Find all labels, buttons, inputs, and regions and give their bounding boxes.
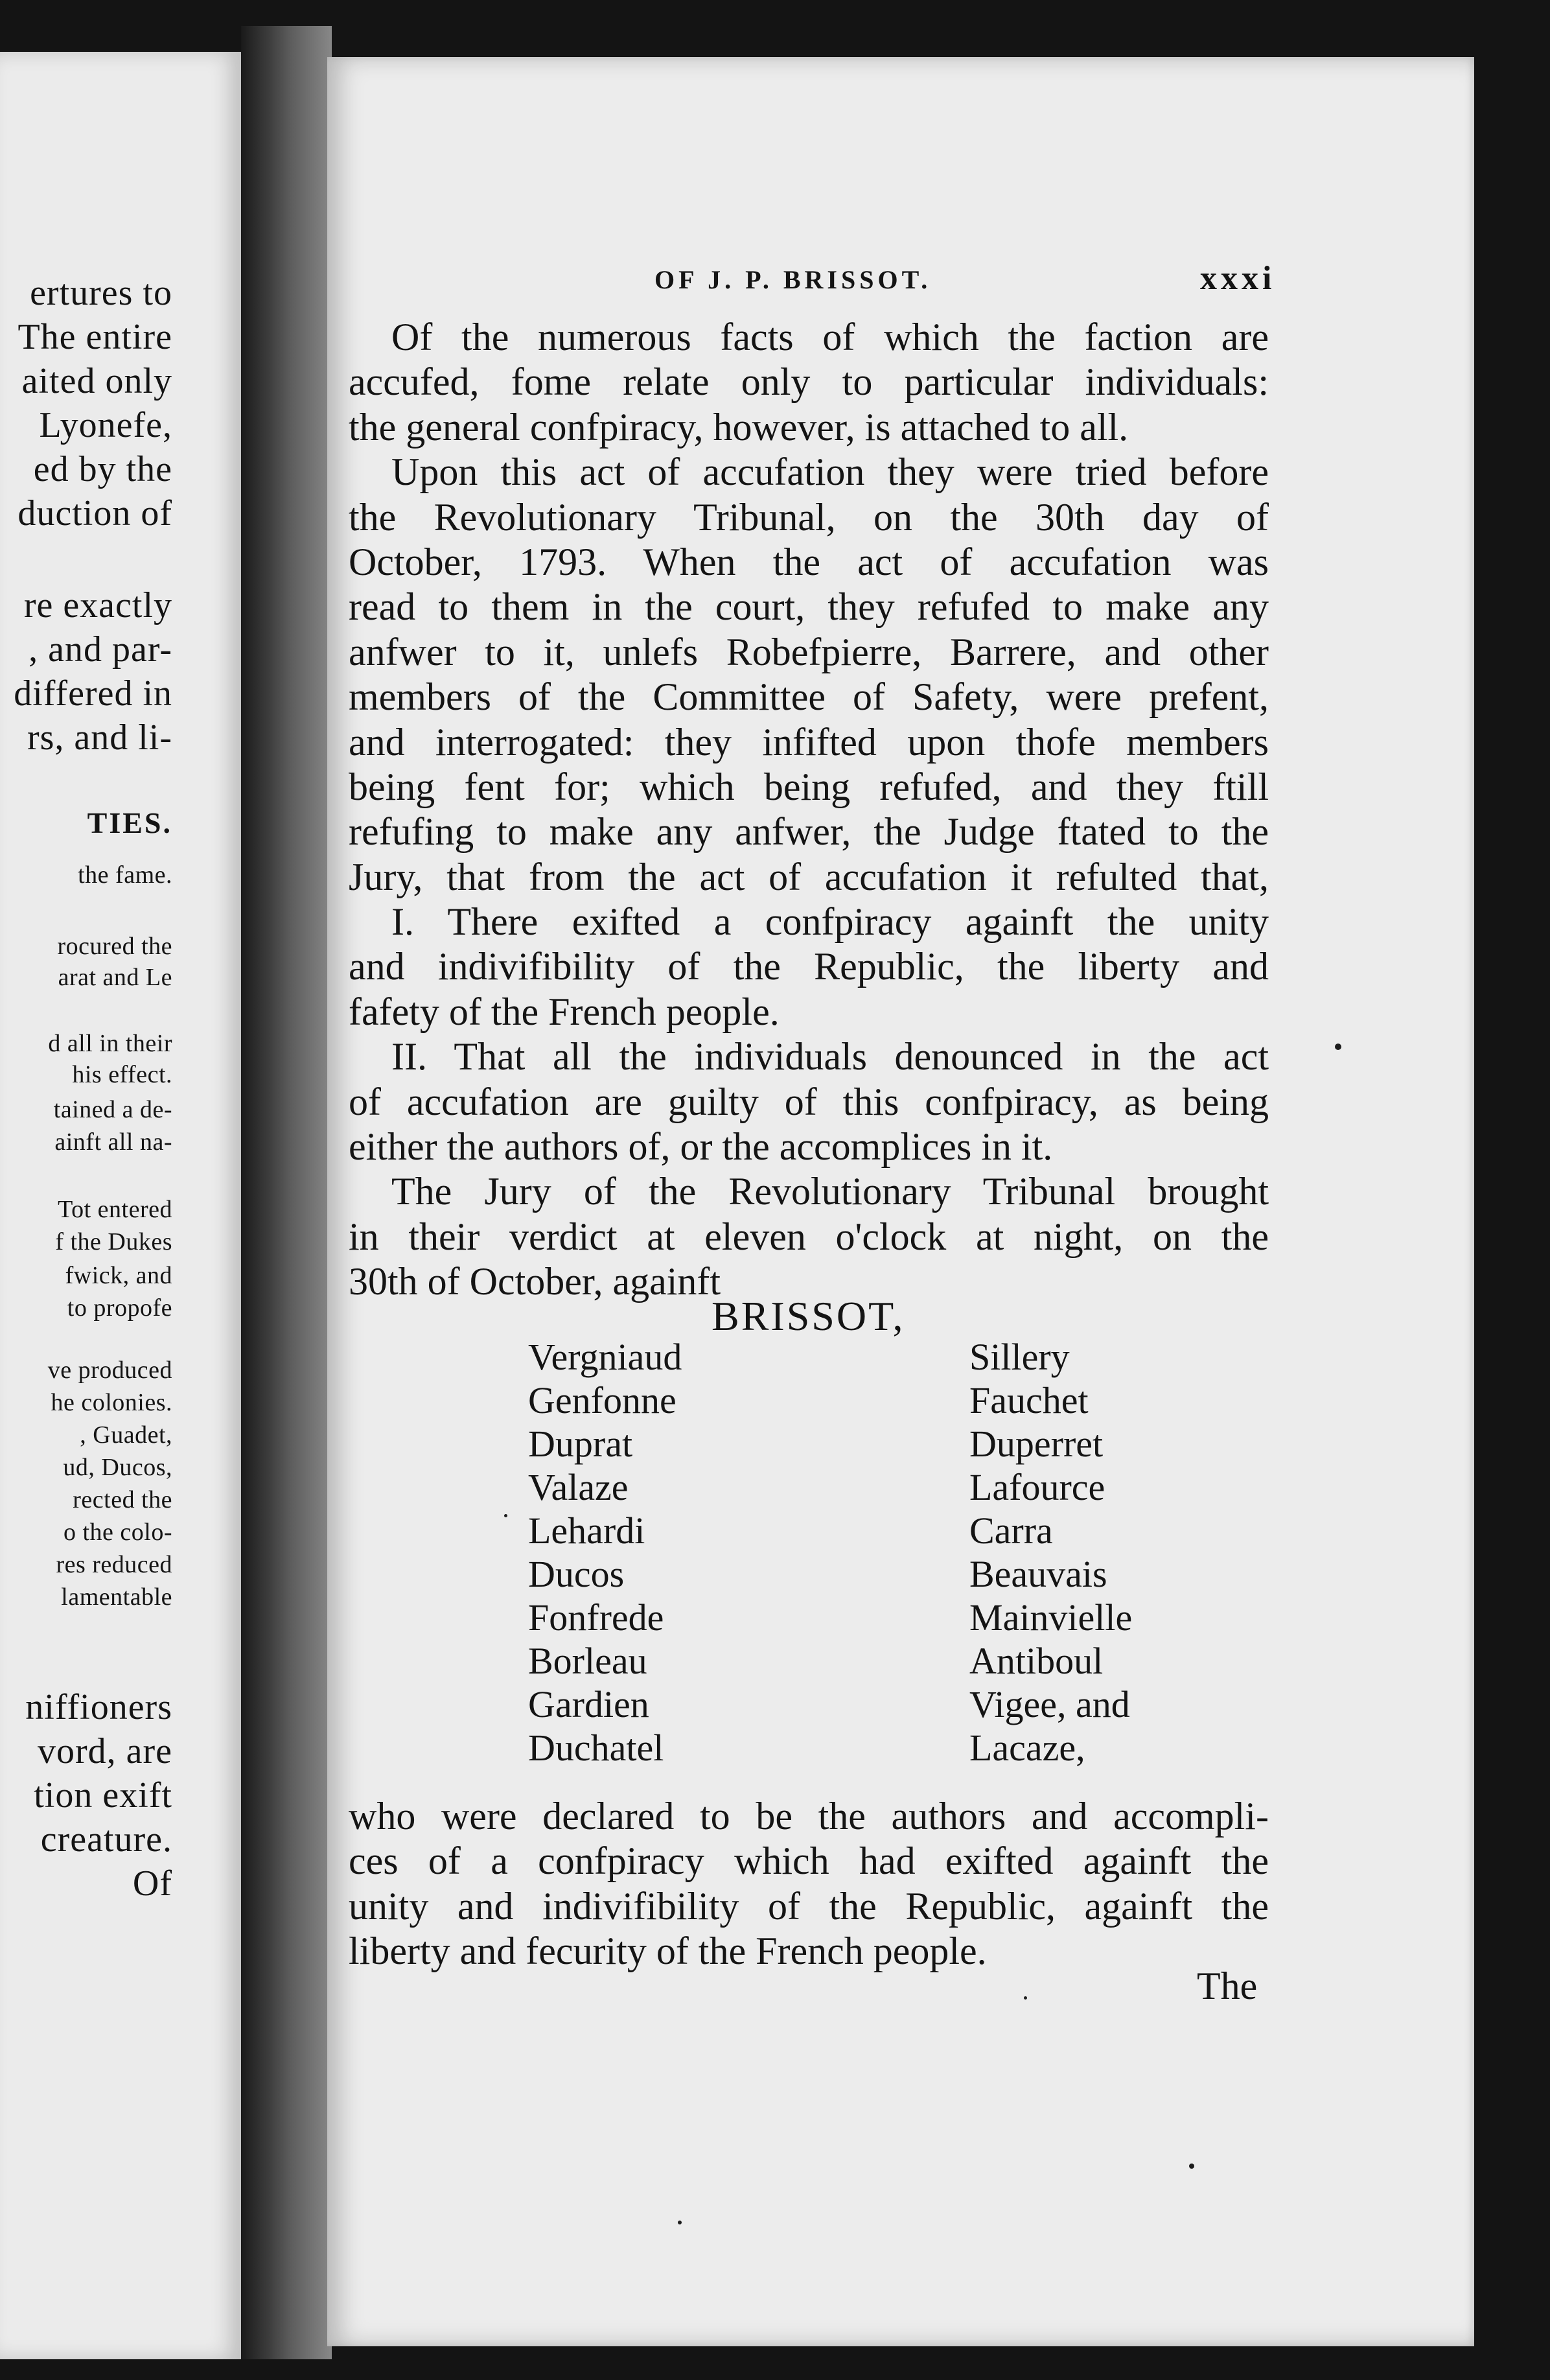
left-page-line: to propofe [67, 1294, 172, 1322]
text-line: Jury, that from the act of accufation it refulted that, [349, 855, 1269, 898]
text-line: fafety of the French people. [349, 990, 780, 1033]
left-page-line: tion exift [34, 1775, 172, 1815]
text-line: of accufation are guilty of this confpiracy, as being [349, 1080, 1269, 1123]
defendant-name: Lacaze, [969, 1727, 1085, 1769]
defendant-name: Duperret [969, 1423, 1104, 1465]
defendant-name: Genfonne [528, 1379, 677, 1421]
left-page-line: Of [132, 1863, 172, 1904]
left-page-line: ed by the [33, 449, 172, 489]
ink-speck [504, 1514, 507, 1517]
text-line: Of the numerous facts of which the faction are [391, 316, 1269, 358]
left-page-line: Tot entered [58, 1196, 172, 1223]
left-page-line: TIES. [87, 806, 172, 839]
left-page-line: aited only [21, 361, 172, 401]
left-facing-page [0, 52, 241, 2359]
defendant-name: Valaze [528, 1466, 629, 1508]
left-page-line: , Guadet, [80, 1421, 172, 1449]
defendant-name: Fonfrede [528, 1596, 664, 1639]
left-page-line: ud, Ducos, [63, 1454, 172, 1481]
text-line: read to them in the court, they refufed to make any [349, 585, 1269, 629]
left-page-line: tained a de- [53, 1096, 172, 1123]
ink-speck [1024, 1996, 1027, 2000]
defendant-name: Beauvais [969, 1553, 1107, 1595]
left-page-line: ainft all na- [54, 1128, 172, 1156]
text-line: members of the Committee of Safety, were prefent, [349, 675, 1269, 719]
left-page-line: fwick, and [65, 1262, 172, 1289]
defendant-name: Sillery [969, 1336, 1070, 1378]
left-page-line: lamentable [61, 1583, 172, 1611]
defendant-name: Fauchet [969, 1379, 1089, 1421]
left-page-line: f the Dukes [55, 1228, 172, 1255]
text-line: refufing to make any anfwer, the Judge ftated to the [349, 810, 1269, 854]
text-line: 30th of October, againft [349, 1260, 721, 1303]
text-line: The Jury of the Revolutionary Tribunal brought [391, 1170, 1269, 1213]
left-page-line: rs, and li- [27, 718, 172, 758]
defendant-name: Gardien [528, 1683, 649, 1725]
text-line: in their verdict at eleven o'clock at night, on the [349, 1215, 1269, 1258]
ink-speck [1335, 1044, 1341, 1050]
text-line: October, 1793. When the act of accufation was [349, 540, 1269, 583]
left-page-line: vord, are [37, 1731, 172, 1771]
defendant-name: Antiboul [969, 1640, 1104, 1682]
left-page-line: re exactly [23, 585, 172, 625]
conclusion-text [349, 1794, 1269, 1974]
defendant-name: Lafource [969, 1466, 1105, 1508]
text-line: II. That all the individuals denounced in the act [391, 1035, 1269, 1079]
left-page-line: The entire [17, 317, 172, 357]
text-line: who were declared to be the authors and accompli- [349, 1795, 1269, 1838]
left-page-line: d all in their [48, 1030, 172, 1057]
left-page-line: niffioners [25, 1687, 172, 1727]
defendant-heading: BRISSOT, [711, 1293, 905, 1339]
ink-speck [1189, 2164, 1194, 2169]
defendant-name: Duprat [528, 1423, 633, 1465]
defendant-name: Duchatel [528, 1727, 664, 1769]
defendant-name: Vergniaud [528, 1336, 682, 1378]
defendants-right-column [969, 1335, 1132, 1769]
catchword: The [1197, 1965, 1258, 2007]
defendant-name: Borleau [528, 1640, 647, 1682]
left-page-line: res reduced [56, 1551, 172, 1578]
left-page-line: , and par- [29, 629, 172, 670]
left-page-line: creature. [40, 1819, 172, 1860]
text-line: and indivifibility of the Republic, the liberty and [349, 945, 1269, 988]
book-gutter [241, 26, 332, 2359]
text-line: and interrogated: they infifted upon thofe members [349, 720, 1269, 764]
left-page-line: duction of [17, 493, 172, 533]
text-line: I. There exifted a confpiracy againft the unity [391, 900, 1269, 944]
running-head: OF J. P. BRISSOT. [654, 265, 932, 294]
text-line: accufed, fome relate only to particular individuals: [349, 360, 1269, 404]
text-line: unity and indivifibility of the Republic, againft the [349, 1884, 1269, 1928]
defendant-name: Lehardi [528, 1510, 645, 1552]
left-page-line: he colonies. [51, 1389, 172, 1416]
defendant-name: Vigee, and [969, 1683, 1130, 1725]
page-number: xxxi [1200, 260, 1276, 297]
defendant-name: Mainvielle [969, 1596, 1133, 1639]
text-line: liberty and fecurity of the French people. [349, 1930, 987, 1973]
left-page-line: rocured the [57, 933, 172, 960]
text-line: the Revolutionary Tribunal, on the 30th day of [349, 495, 1269, 539]
defendant-name: Carra [969, 1510, 1053, 1552]
defendant-name: Ducos [528, 1553, 625, 1595]
text-line: anfwer to it, unlefs Robefpierre, Barrere, and other [349, 630, 1269, 673]
left-page-line: Lyonefe, [39, 405, 172, 445]
left-page-line: ertures to [30, 273, 172, 313]
text-line: Upon this act of accufation they were tried before [391, 450, 1269, 494]
left-page-line: the fame. [78, 861, 172, 889]
left-page-line: o the colo- [63, 1519, 172, 1546]
body-text [349, 315, 1269, 1305]
defendants-left-column [528, 1335, 682, 1769]
text-line: the general confpiracy, however, is attached to all. [349, 405, 1129, 449]
text-line: being fent for; which being refufed, and they ftill [349, 765, 1269, 808]
left-page-line: arat and Le [58, 964, 172, 991]
text-line: either the authors of, or the accomplices in it. [349, 1125, 1053, 1169]
left-page-line: ve produced [47, 1357, 172, 1384]
left-page-line: his effect. [72, 1061, 172, 1088]
left-page-line: differed in [14, 673, 172, 714]
ink-speck [678, 2221, 682, 2224]
text-line: ces of a confpiracy which had exifted againft the [349, 1839, 1269, 1883]
left-page-line: rected the [73, 1486, 172, 1513]
